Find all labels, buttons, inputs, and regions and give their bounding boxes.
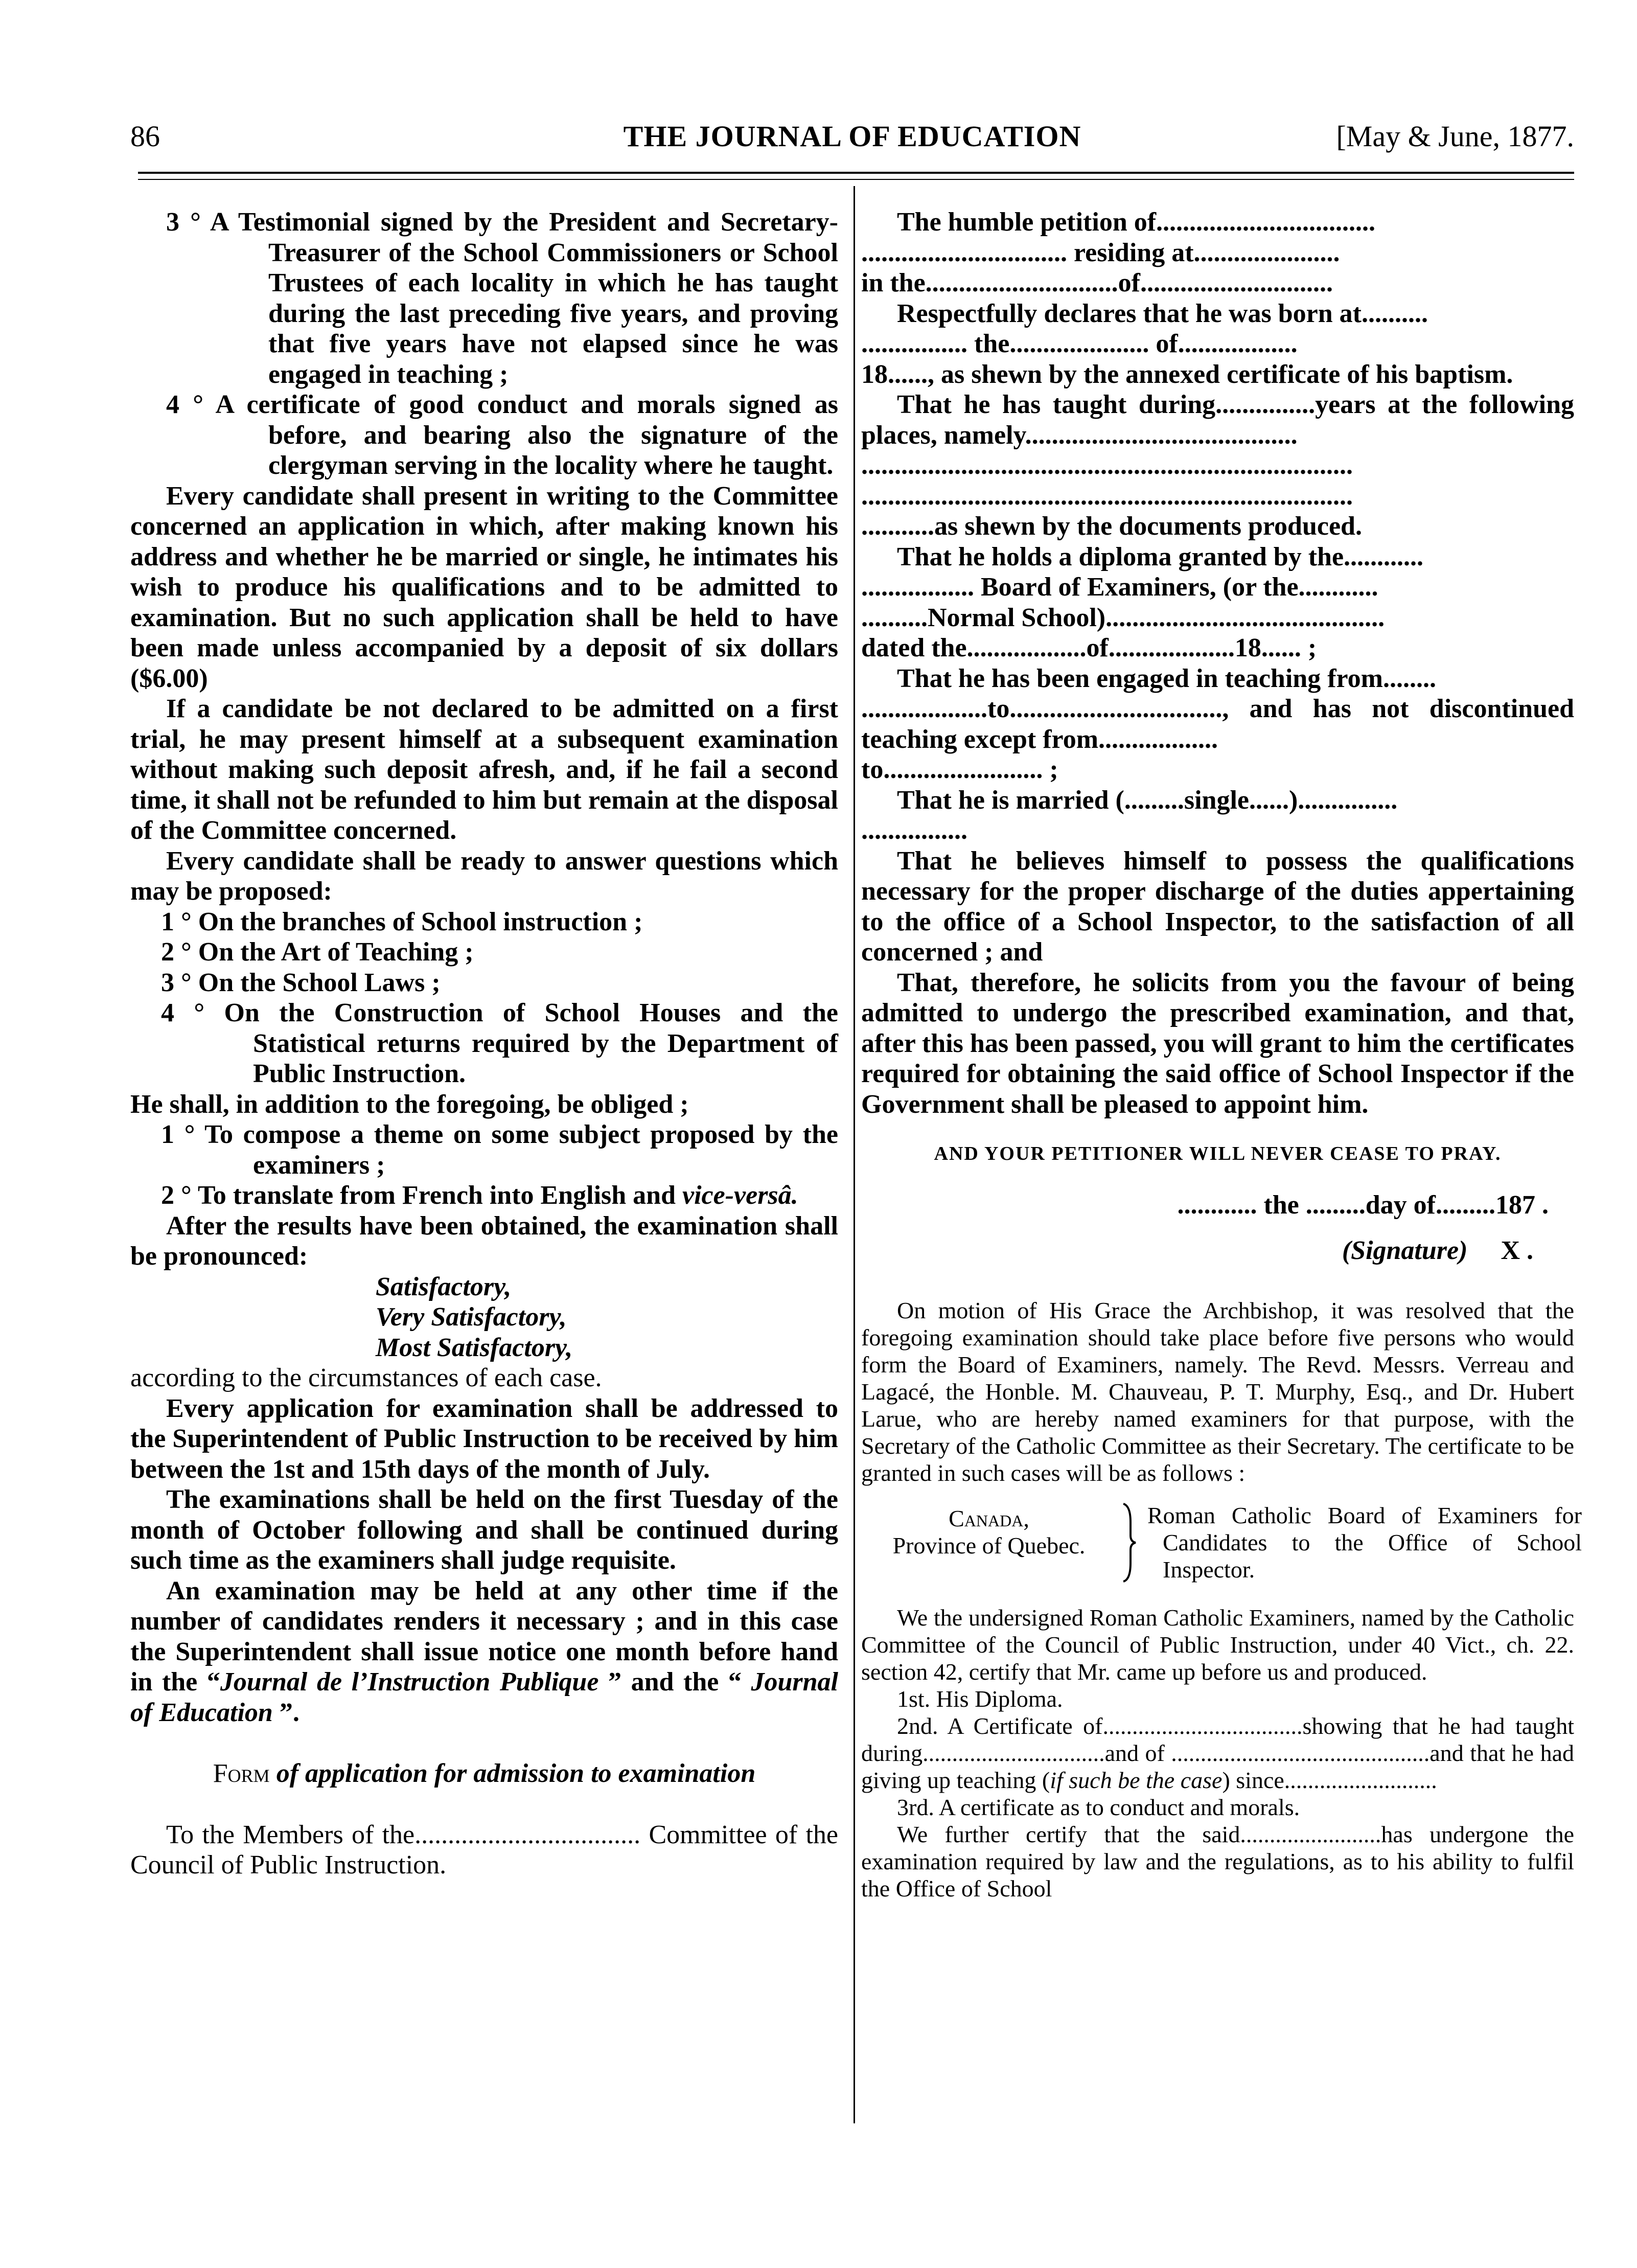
form-title-rest: of application for admission to examination: [269, 1759, 756, 1788]
to-members: To the Members of the.................................. Committee of the Council of Public Instruction.: [130, 1820, 838, 1880]
petition-line-4: Respectfully declares that he was born at..........: [897, 299, 1428, 328]
certificate-item-2-end: ) since..........................: [1222, 1767, 1437, 1793]
obligation-item-2: [130, 1180, 838, 1211]
petition-line-5: ................ the..................... of..................: [861, 329, 1298, 358]
journal-education-title: Journal of Education: [130, 1667, 838, 1727]
petition-line-13: ..........Normal School)..........................................: [861, 603, 1385, 632]
paragraph-according: according to the circumstances of each case.: [130, 1363, 602, 1392]
certificate-heading: [861, 1502, 1582, 1589]
petition-line-8: ..........................................................................: [861, 451, 1353, 480]
journal-title: THE JOURNAL OF EDUCATION: [623, 120, 1081, 153]
page-header: [130, 119, 1574, 154]
certificate-item-2-text: 2nd. A Certificate of..................................showing that he had taught during...............................and of ............................................and that he had giving up teaching (: [861, 1712, 1574, 1793]
header-rule-thin: [138, 179, 1574, 180]
board-title: Roman Catholic Board of Examiners for Candidates to the Office of School Inspector.: [1147, 1502, 1582, 1583]
certificate-item-2-italic: if such be the case: [1050, 1767, 1223, 1793]
certificate-item-2: [861, 1712, 1574, 1794]
paragraph-questions: Every candidate shall be ready to answer questions which may be proposed:: [130, 846, 838, 906]
paragraph-results: After the results have been obtained, the examination shall be pronounced:: [130, 1211, 838, 1271]
paragraph-other-time-end: ”.: [272, 1698, 299, 1727]
petition-qualifications: That he believes himself to possess the qualifications necessary for the proper discharge of the duties appertaining to the office of a School Inspector, to the satisfaction of all concerned ; and: [861, 846, 1574, 967]
requirement-item-3: 3 ° A Testimonial signed by the President and Secretary-Treasurer of the School Commissioners or School Trustees of each locality in which he has taught during the last preceding five years, and proving that five years have not elapsed since he was engaged in teaching ;: [166, 208, 838, 389]
canada-province: [861, 1502, 1117, 1559]
signature-label: (Signature): [1342, 1236, 1468, 1265]
journal-instruction-title: Journal de l’Instruction Publique: [220, 1667, 599, 1697]
petition-line-19: ................: [861, 816, 967, 845]
petition-line-18: That he is married (.........single......)...............: [897, 785, 1398, 815]
certificate-item-3: 3rd. A certificate as to conduct and morals.: [897, 1794, 1300, 1820]
issue-date: [May & June, 1877.: [1336, 120, 1574, 153]
paragraph-other-time-text: An examination may be held at any other time if the number of candidates renders it necessary ; and in this case the Superintendent shall issue notice one month before hand in the “: [130, 1576, 838, 1697]
petition-line-16: ...................to................................, and has not discontinued teaching except from..................: [861, 694, 1574, 754]
left-column: [130, 207, 838, 1881]
petition-line-2: ............................... residing at......................: [861, 238, 1340, 267]
obligation-item-2-text: 2 ° To translate from French into English and: [161, 1181, 676, 1210]
column-divider: [854, 186, 855, 2123]
right-column: [861, 207, 1582, 1902]
paragraph-other-time-mid: ” and the “: [598, 1667, 751, 1697]
question-item-4: 4 ° On the Construction of School Houses and the Statistical returns required by the Department of Public Instruction.: [161, 998, 838, 1088]
petition-line-14: dated the..................of...................18...... ;: [861, 633, 1317, 662]
petition-line-11: That he holds a diploma granted by the............: [897, 542, 1424, 571]
paragraph-undersigned: We the undersigned Roman Catholic Examiners, named by the Catholic Committee of the Council of Public Instruction, under 40 Vict., ch. 22. section 42, certify that Mr. came up before us and produced.: [861, 1604, 1574, 1685]
petition-line-1: The humble petition of.................................: [897, 208, 1376, 237]
requirement-item-4: 4 ° A certificate of good conduct and morals signed as before, and bearing also the signature of the clergyman serving in the locality where he taught.: [166, 390, 838, 480]
petition-line-7: That he has taught during...............years at the following places, namely.........................................: [861, 390, 1574, 450]
petition-line-3: in the.............................of.............................: [861, 268, 1333, 297]
paragraph-obliged: He shall, in addition to the foregoing, be obliged ;: [130, 1089, 689, 1119]
petition-line-15: That he has been engaged in teaching from........: [897, 663, 1436, 693]
form-title: [130, 1758, 838, 1789]
petition-line-10: ...........as shewn by the documents produced.: [861, 512, 1362, 541]
canada-label: Canada,: [949, 1505, 1029, 1531]
brace-icon: [1119, 1502, 1140, 1584]
paragraph-motion: On motion of His Grace the Archbishop, it was resolved that the foregoing examination should take place before five persons who would form the Board of Examiners, namely. The Revd. Messrs. Verreau and Lagacé, the Honble. M. Chauveau, P. T. Murphy, Esq., and Dr. Hubert Larue, who are hereby named examiners for that purpose, with the Secretary of the Catholic Committee as their Secretary. The certificate to be granted in such cases will be as follows :: [861, 1297, 1574, 1486]
signature-mark: X .: [1501, 1236, 1533, 1265]
province-label: Province of Quebec.: [892, 1532, 1086, 1559]
question-item-3: 3 ° On the School Laws ;: [161, 968, 441, 997]
certificate-item-1: 1st. His Diploma.: [897, 1685, 1063, 1712]
paragraph-address: Every application for examination shall be addressed to the Superintendent of Public Instruction to be received by him between the 1st and 15th days of the month of July.: [130, 1393, 838, 1484]
form-title-word: Form: [213, 1759, 270, 1788]
petitioner-pray: AND YOUR PETITIONER WILL NEVER CEASE TO PRAY.: [934, 1143, 1502, 1164]
paragraph-application: Every candidate shall present in writing to the Committee concerned an application in which, after making known his address and whether he be married or single, he intimates his wish to produce his qualifications and to be admitted to examination. But no such application shall be held to have been made unless accompanied by a deposit of six dollars ($6.00): [130, 481, 838, 693]
petition-line-6: 18......, as shewn by the annexed certificate of his baptism.: [861, 359, 1513, 389]
petition-line-17: to........................ ;: [861, 755, 1058, 784]
date-line: ............ the .........day of.........187 .: [1177, 1190, 1549, 1220]
grade-very-satisfactory: Very Satisfactory,: [376, 1302, 567, 1332]
petition-line-12: ................. Board of Examiners, (or the............: [861, 572, 1378, 602]
question-item-2: 2 ° On the Art of Teaching ;: [161, 937, 474, 967]
question-item-1: 1 ° On the branches of School instruction ;: [161, 907, 643, 936]
paragraph-held: The examinations shall be held on the first Tuesday of the month of October following and shall be continued during such time as the examiners shall judge requisite.: [130, 1485, 838, 1575]
obligation-item-1: 1 ° To compose a theme on some subject proposed by the examiners ;: [161, 1120, 838, 1180]
grade-satisfactory: Satisfactory,: [376, 1272, 512, 1301]
petition-solicits: That, therefore, he solicits from you the favour of being admitted to undergo the prescribed examination, and that, after this has been passed, you will grant to him the certificates required for obtaining the said office of School Inspector if the Government shall be pleased to appoint him.: [861, 968, 1574, 1119]
paragraph-other-time: [130, 1576, 838, 1728]
header-rule-thick: [138, 172, 1574, 174]
signature-block: [861, 1235, 1574, 1266]
paragraph-trial: If a candidate be not declared to be admitted on a first trial, he may present himself at a subsequent examination without making such deposit afresh, and, if he fail a second time, it shall not be refunded to him but remain at the disposal of the Committee concerned.: [130, 694, 838, 845]
grade-most-satisfactory: Most Satisfactory,: [376, 1333, 573, 1362]
obligation-item-2-latin: vice-versâ.: [682, 1181, 798, 1210]
petition-line-9: ..........................................................................: [861, 481, 1353, 511]
paragraph-further: We further certify that the said........................has undergone the examination required by law and the regulations, as to his ability to fulfil the Office of School: [861, 1821, 1574, 1902]
page-number: 86: [130, 120, 160, 153]
